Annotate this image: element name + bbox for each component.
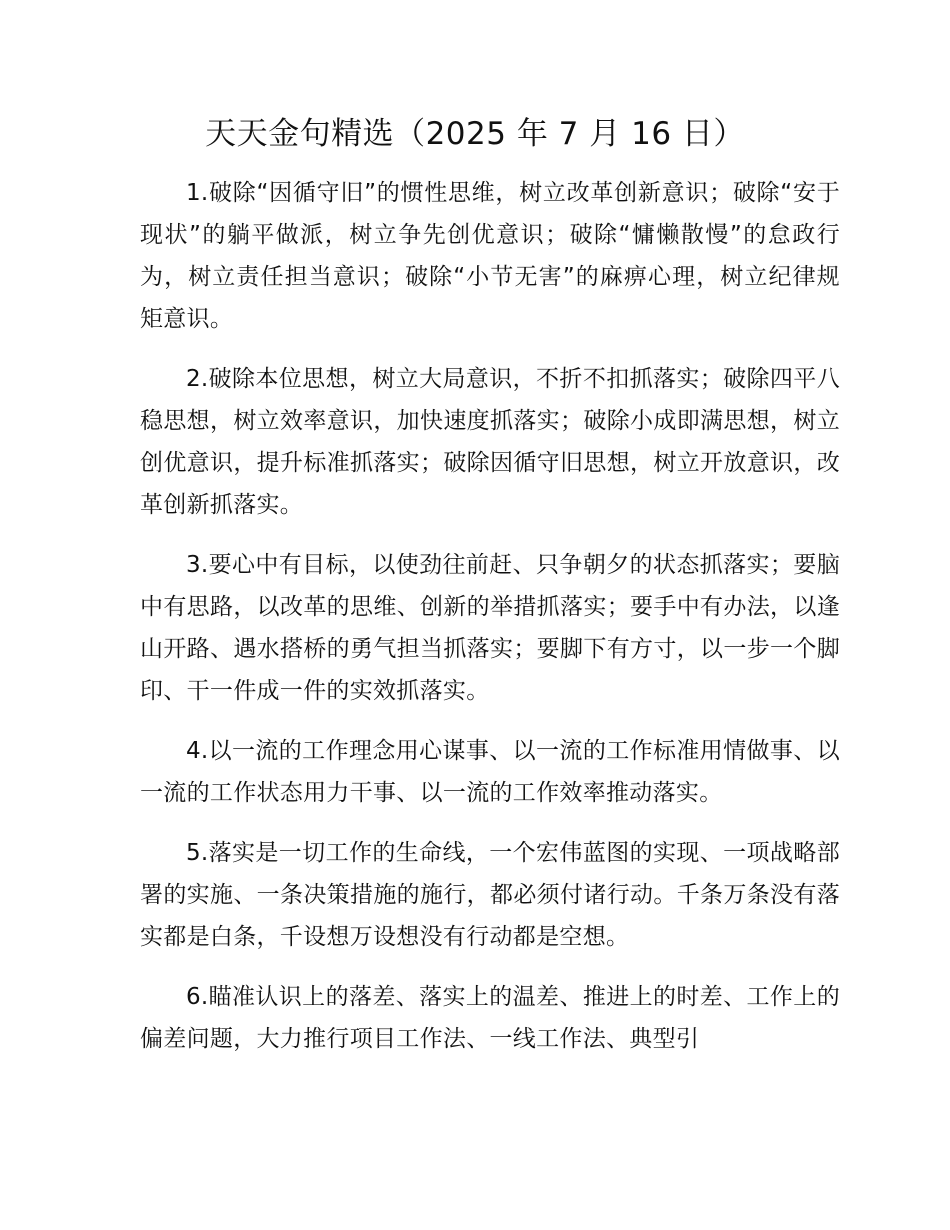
- document-body: [140, 172, 840, 1078]
- paragraph-2: 2.破除本位思想，树立大局意识，不折不扣抓落实；破除四平八稳思想，树立效率意识，加快速度抓落实；破除小成即满思想，树立创优意识，提升标准抓落实；破除因循守旧思想，树立开放意识，改革创新抓落实。: [140, 366, 840, 518]
- paragraph-4: 4.以一流的工作理念用心谋事、以一流的工作标准用情做事、以一流的工作状态用力干事、以一流的工作效率推动落实。: [140, 738, 840, 806]
- paragraph-3: 3.要心中有目标，以使劲往前赶、只争朝夕的状态抓落实；要脑中有思路，以改革的思维、创新的举措抓落实；要手中有办法，以逢山开路、遇水搭桥的勇气担当抓落实；要脚下有方寸，以一步一个脚印、干一件成一件的实效抓落实。: [140, 552, 840, 704]
- document-title: 天天金句精选（2025 年 7 月 16 日）: [205, 116, 745, 152]
- paragraph-1: 1.破除“因循守旧”的惯性思维，树立改革创新意识；破除“安于现状”的躺平做派，树立争先创优意识；破除“慵懒散慢”的怠政行为，树立责任担当意识；破除“小节无害”的麻痹心理，树立纪律规矩意识。: [140, 180, 840, 332]
- paragraph-6: 6.瞄准认识上的落差、落实上的温差、推进上的时差、工作上的偏差问题，大力推行项目工作法、一线工作法、典型引: [140, 984, 840, 1052]
- paragraph-5: 5.落实是一切工作的生命线，一个宏伟蓝图的实现、一项战略部署的实施、一条决策措施的施行，都必须付诸行动。千条万条没有落实都是白条，千设想万设想没有行动都是空想。: [140, 840, 840, 950]
